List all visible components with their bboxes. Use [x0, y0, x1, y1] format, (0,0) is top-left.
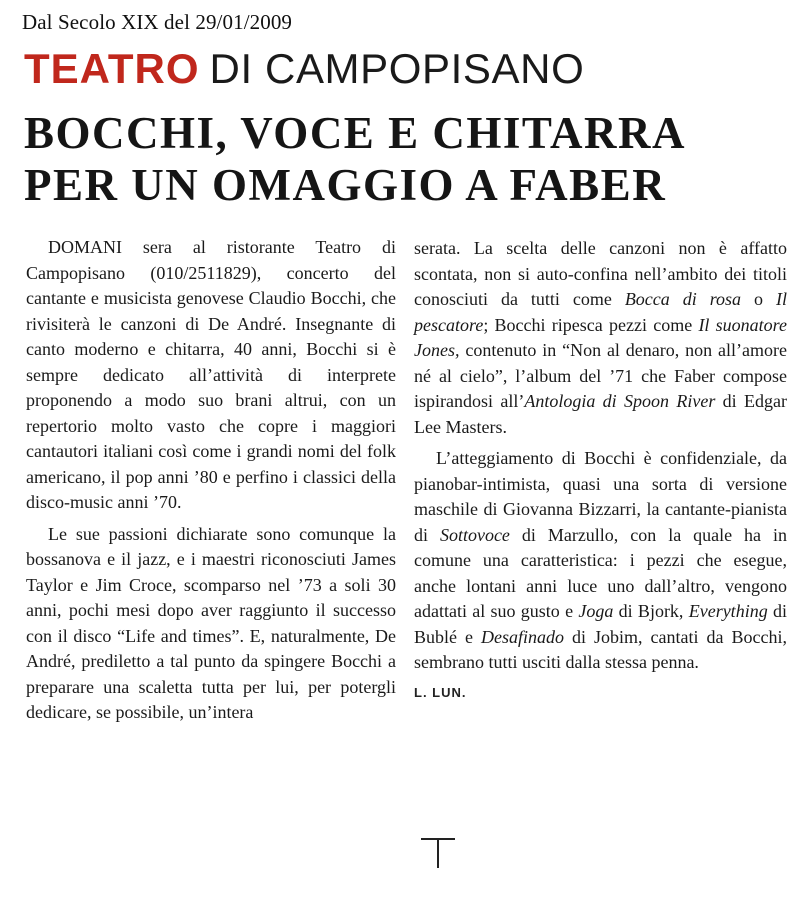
headline-line-2: PER UN OMAGGIO A FABER: [24, 160, 667, 210]
song-title-bocca-di-rosa: Bocca di rosa: [624, 289, 742, 309]
paragraph-4-text-b: di Marzullo, con la quale ha in comune una caratteristica: i pezzi che esegue, anche lontani anni luce uno dall’altro, vengono adattati al suo gusto e: [414, 524, 787, 621]
paragraph-4-text-e: di Jobim, cantati da Bocchi, sembrano tutti usciti dalla stessa penna.: [414, 626, 787, 672]
rubric-rest: DI CAMPOPISANO: [209, 45, 585, 92]
article-column-left: [26, 235, 396, 726]
article-column-right: [414, 236, 787, 705]
headline: [24, 107, 784, 211]
source-line: Dal Secolo XIX del 29/01/2009: [22, 10, 293, 34]
paragraph-3: [414, 236, 787, 440]
paragraph-3-text-e: di Edgar Lee Masters.: [414, 391, 788, 437]
song-title-il-pescatore: Il pescatore: [414, 289, 787, 335]
song-title-everything: Everything: [688, 601, 768, 621]
headline-line-1: BOCCHI, VOCE E CHITARRA: [24, 108, 687, 158]
paragraph-2: Le sue passioni dichiarate sono comunque la bossanova e il jazz, e i maestri riconosciuti James Taylor e Jim Croce, scomparso nel ’73 a soli 30 anni, pochi mesi dopo aver raggiunto il successo con il disco “Life and times”. E, naturalmente, De André, prediletto a tal punto da spingere Bocchi a preparare una scaletta tutta per lui, per potergli dedicare, se possibile, un’intera: [26, 523, 396, 722]
author-signature: L. LUN.: [414, 684, 467, 700]
paragraph-4-text-c: di Bjork,: [613, 601, 689, 621]
paragraph-4-text-d: di Bublé e: [414, 601, 787, 647]
show-title-sottovoce: Sottovoce: [439, 524, 510, 545]
paragraph-3-text-a: serata. La scelta delle canzoni non è affatto scontata, non si auto-confina nell’ambito dei titoli conosciuti da tutti come: [414, 238, 787, 309]
paragraph-4-text-a: L’atteggiamento di Bocchi è confidenziale, da pianobar-intimista, quasi una sorta di versione maschile di Giovanna Bizzarri, la cantante-pianista di: [414, 448, 787, 545]
song-title-joga: Joga: [578, 601, 614, 621]
song-title-desafinado: Desafinado: [481, 626, 564, 647]
paragraph-1: DOMANI sera al ristorante Teatro di Campopisano (010/2511829), concerto del cantante e musicista genovese Claudio Bocchi, che rivisiterà le canzoni di De André. Insegnante di canto moderno e chitarra, 40 anni, Bocchi si è sempre dedicato all’attività di interprete proponendo a modo suo brani altrui, con un repertorio molto vasto che copre i maggiori cantautori italiani così come i grandi nomi del folk americano, il pop anni ’80 e perfino i classici della disco-music anni ’70.: [26, 237, 396, 512]
song-title-il-suonatore-jones: Il suonatore Jones,: [414, 314, 788, 360]
paragraph-4: [414, 446, 787, 676]
book-title-antologia: Antologia di Spoon River: [524, 391, 716, 411]
paragraph-3-text-c: ; Bocchi ripesca pezzi come: [483, 314, 699, 335]
rubric-accent: TEATRO: [24, 45, 200, 92]
paragraph-3-text-d: contenuto in “Non al denaro, non all’amore né al cielo”, l’album del ’71 che Faber compose ispirandosi all’: [414, 340, 787, 411]
end-mark-icon: [421, 838, 455, 868]
paragraph-3-text-b: o: [741, 289, 776, 309]
section-rubric: [24, 41, 584, 97]
